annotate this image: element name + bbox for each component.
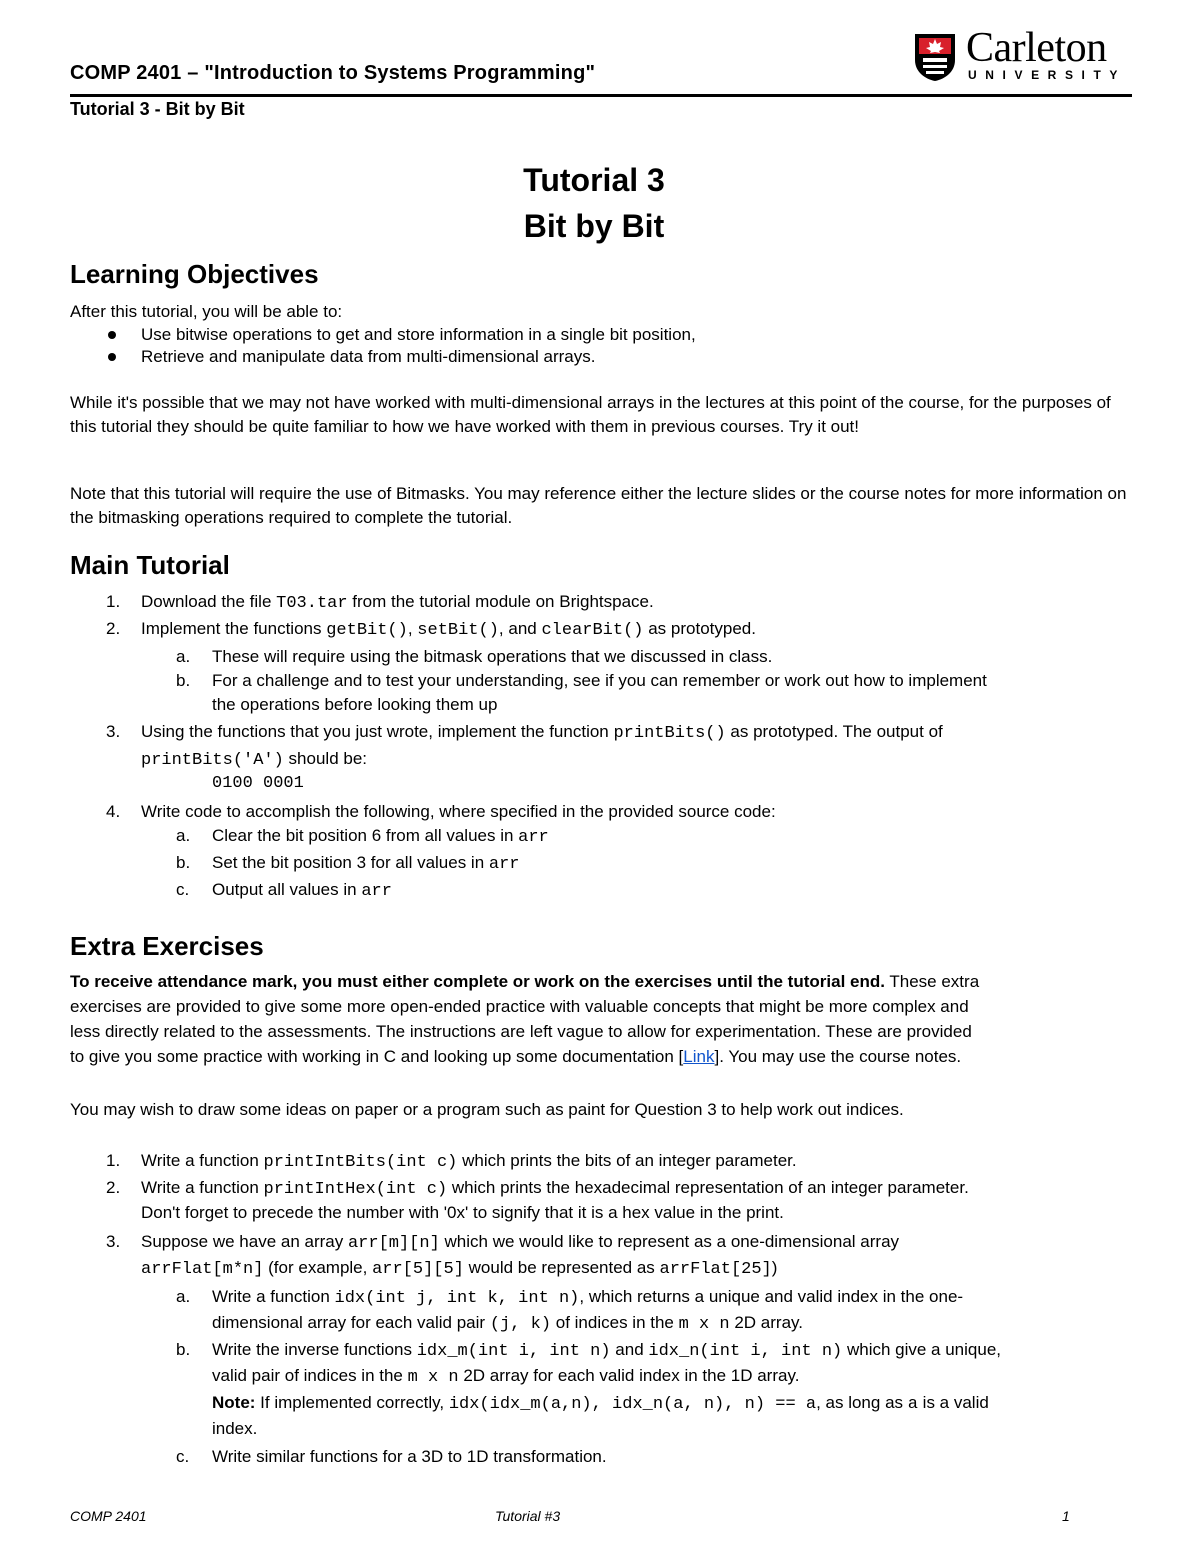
exercise-1: Write a function printIntBits(int c) which prints the bits of an integer parameter. [141,1151,797,1172]
page-subtitle: Bit by Bit [523,208,665,244]
exercise-3-line2: arrFlat[m*n] (for example, arr[5][5] would be represented as arrFlat[25]) [141,1258,778,1279]
step-2a: These will require using the bitmask operations that we discussed in class. [212,647,773,666]
bullet-icon [108,331,116,339]
step-4: Write code to accomplish the following, where specified in the provided source code: [141,802,776,821]
step-3: Using the functions that you just wrote, implement the function printBits() as prototyped. The output of [141,722,943,743]
step-4c: Output all values in arr [212,880,392,901]
step-1: Download the file T03.tar from the tutorial module on Brightspace. [141,592,654,613]
objectives-intro: After this tutorial, you will be able to: [70,302,343,321]
page-number: 1 [1062,1508,1070,1524]
exercise-3: Suppose we have an array arr[m][n] which we would like to represent as a one-dimensional array [141,1232,900,1253]
sub-exercise-letter: c. [176,1447,190,1466]
logo-subtext: UNIVERSITY [968,68,1127,82]
step-number: 2. [106,619,121,638]
sub-step-letter: c. [176,880,190,899]
exercise-3b: Write the inverse functions idx_m(int i, int n) and idx_n(int i, int n) which give a unique, [212,1340,1002,1361]
extra-heading: Extra Exercises [70,931,264,961]
bitmask-note: Note that this tutorial will require the use of Bitmasks. You may reference either the lecture slides or the course notes for more information on the bitmasking operations required to complete the tutorial. [70,484,1127,527]
course-title: COMP 2401 – "Introduction to Systems Programming" [70,62,596,84]
exercise-3b-note-end: index. [212,1419,258,1438]
sub-step-letter: a. [176,826,191,845]
sub-exercise-letter: a. [176,1287,191,1306]
objectives-paragraph: While it's possible that we may not have worked with multi-dimensional arrays in the lectures at this point of the course, for the purposes of this tutorial they should be quite familiar to how we have worked with them in previous courses. Try it out! [70,393,1111,436]
exercise-number: 3. [106,1232,121,1251]
objective-item: Use bitwise operations to get and store information in a single bit position, [141,325,696,344]
exercise-3a-line2: dimensional array for each valid pair (j, k) of indices in the m x n 2D array. [212,1313,803,1334]
extra-paragraph: To receive attendance mark, you must either complete or work on the exercises until the tutorial end. These extra exercises are provided to give some more open-ended practice with valuable concepts that might be more complex and less directly related to the assessments. The instructions are left vague to allow for experimentation. These are provided to give you some practice with working in C and looking up some documentation [Link]. You may use the course notes. [70,972,980,1066]
step-4b: Set the bit position 3 for all values in arr [212,853,520,874]
sub-step-letter: b. [176,671,191,690]
step-number: 4. [106,802,121,821]
footer-course: COMP 2401 [70,1508,147,1524]
step-number: 3. [106,722,121,741]
exercise-2-line2: Don't forget to precede the number with '0x' to signify that it is a hex value in the print. [141,1203,784,1222]
step-number: 1. [106,592,121,611]
extra-hint: You may wish to draw some ideas on paper or a program such as paint for Question 3 to help work out indices. [70,1100,904,1119]
page-title: Tutorial 3 [523,162,665,198]
footer-tutorial: Tutorial #3 [495,1508,561,1524]
exercise-2: Write a function printIntHex(int c) which prints the hexadecimal representation of an integer parameter. [141,1178,969,1199]
step-2b-line1: For a challenge and to test your understanding, see if you can remember or work out how to implement [212,671,987,690]
logo-wordmark: Carleton [966,25,1107,71]
exercise-number: 1. [106,1151,121,1170]
main-heading: Main Tutorial [70,550,230,580]
sub-exercise-letter: b. [176,1340,191,1359]
step-3-line2: printBits('A') should be: [141,749,368,770]
tutorial-subtitle: Tutorial 3 - Bit by Bit [70,99,245,119]
exercise-3b-line2: valid pair of indices in the m x n 2D array for each valid index in the 1D array. [212,1366,800,1387]
step-2: Implement the functions getBit(), setBit(), and clearBit() as prototyped. [141,619,756,640]
sub-step-letter: a. [176,647,191,666]
exercise-3b-note: Note: If implemented correctly, idx(idx_m(a,n), idx_n(a, n), n) == a, as long as a is a valid [212,1393,989,1414]
sub-step-letter: b. [176,853,191,872]
header-rule [70,94,1132,97]
objective-item: Retrieve and manipulate data from multi-dimensional arrays. [141,347,596,366]
exercise-3c: Write similar functions for a 3D to 1D transformation. [212,1447,607,1466]
objectives-heading: Learning Objectives [70,259,319,289]
printbits-output: 0100 0001 [212,774,304,793]
carleton-logo [912,25,1127,84]
documentation-link[interactable]: Link [683,1047,715,1066]
crest-icon [912,30,958,82]
bullet-icon [108,353,116,361]
exercise-number: 2. [106,1178,121,1197]
exercise-3a: Write a function idx(int j, int k, int n), which returns a unique and valid index in the one- [212,1287,964,1308]
step-4a: Clear the bit position 6 from all values in arr [212,826,549,847]
step-2b-line2: the operations before looking them up [212,695,498,714]
